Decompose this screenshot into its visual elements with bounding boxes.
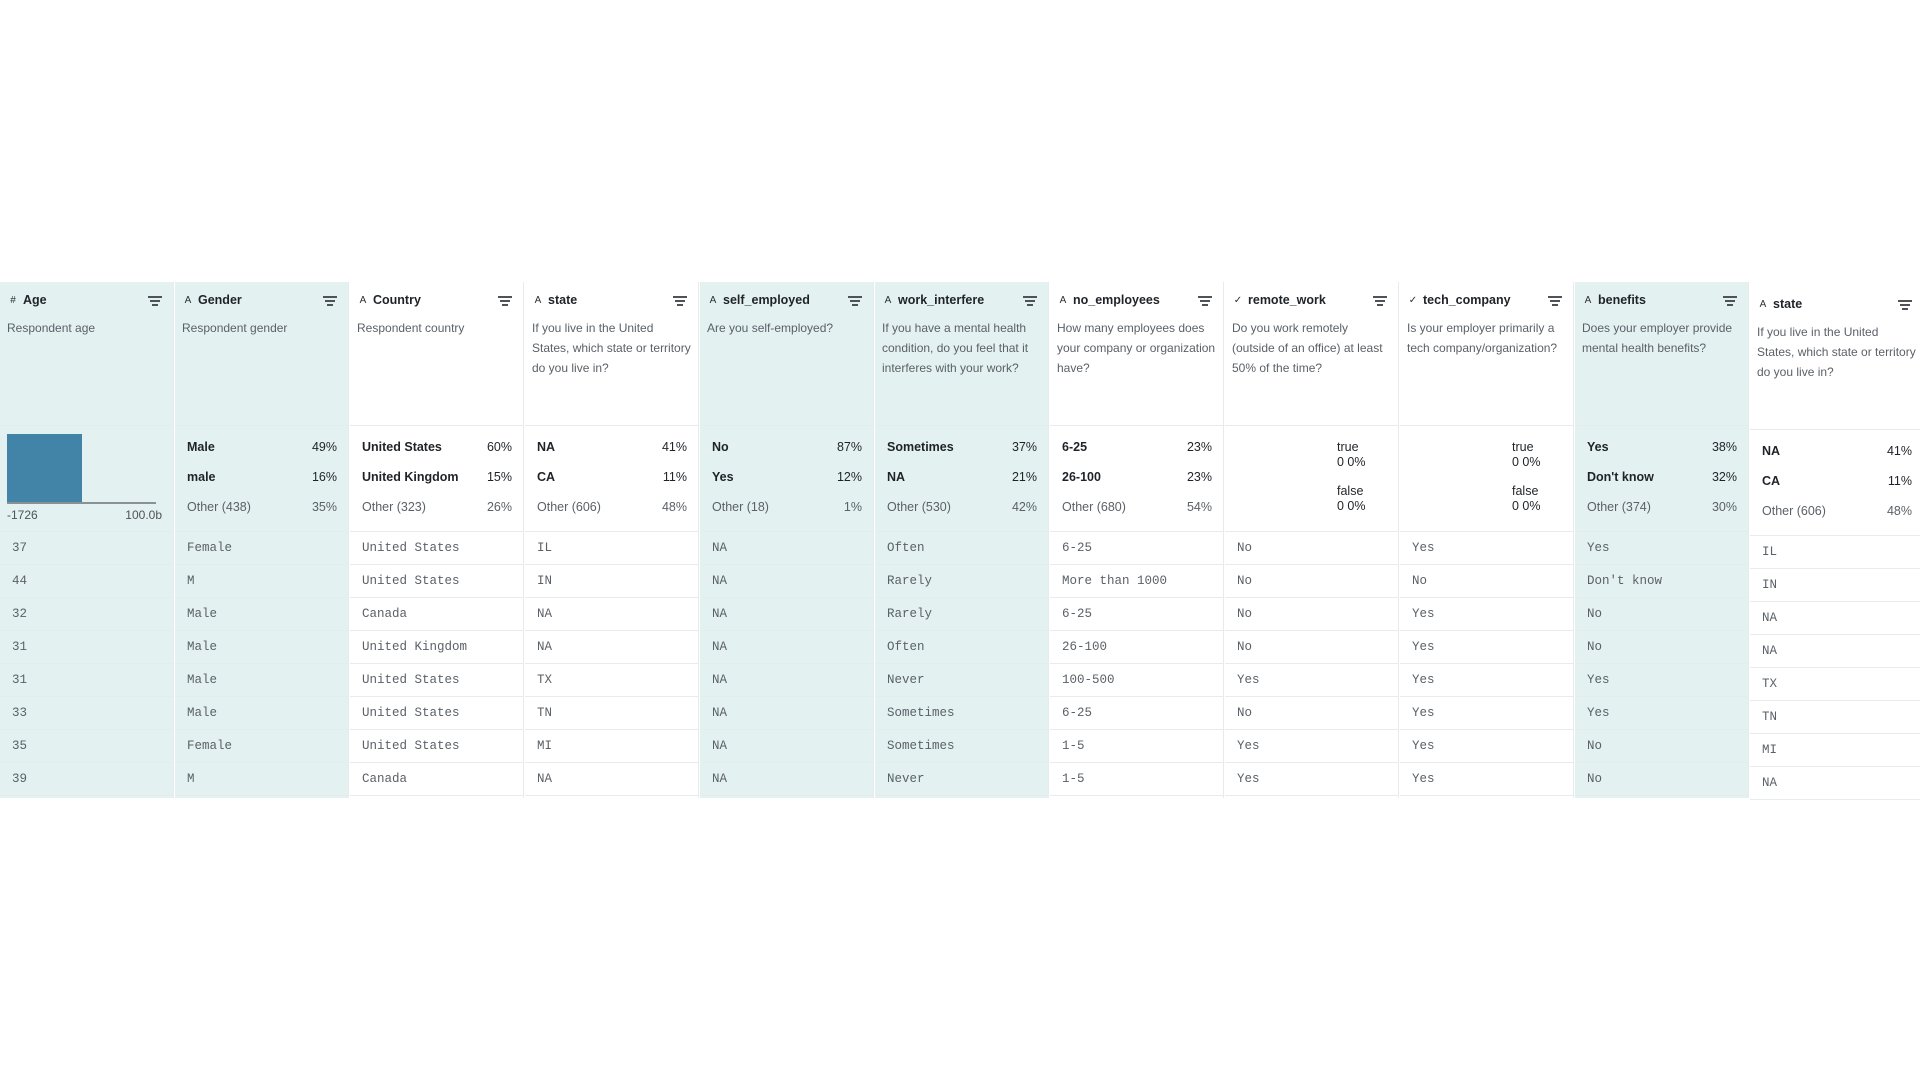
table-cell[interactable]: No xyxy=(1225,565,1399,598)
table-cell[interactable]: Rarely xyxy=(875,598,1049,631)
category-percent: 26% xyxy=(486,500,512,514)
table-cell[interactable]: NA xyxy=(700,697,874,730)
column-summary xyxy=(1575,426,1749,532)
column-self-employed xyxy=(700,282,874,798)
category-label: Other (680) xyxy=(1062,500,1126,514)
table-cell[interactable]: No xyxy=(1575,598,1749,631)
column-header[interactable] xyxy=(1225,282,1399,426)
category-percent: 15% xyxy=(486,470,512,484)
sort-icon[interactable] xyxy=(1546,294,1562,306)
category-row[interactable] xyxy=(362,470,512,486)
category-label: NA xyxy=(887,470,906,484)
category-label: Other (530) xyxy=(887,500,951,514)
table-cell[interactable]: MI xyxy=(1750,734,1920,767)
column-name[interactable]: Age xyxy=(23,293,47,307)
table-cell[interactable]: United States xyxy=(350,697,524,730)
table-cell[interactable]: No xyxy=(1225,598,1399,631)
table-cell[interactable]: NA xyxy=(1750,602,1920,635)
column-name[interactable]: state xyxy=(1773,297,1803,311)
table-cell[interactable]: Yes xyxy=(1400,631,1574,664)
table-cell[interactable]: NA xyxy=(700,730,874,763)
column-name-row xyxy=(882,292,1037,308)
column-description: Respondent age xyxy=(7,321,96,335)
column-header[interactable] xyxy=(350,282,524,426)
table-cell[interactable]: Yes xyxy=(1400,598,1574,631)
category-percent: 48% xyxy=(661,500,687,514)
table-cell[interactable]: No xyxy=(1575,730,1749,763)
table-cell[interactable]: Yes xyxy=(1400,697,1574,730)
category-label: CA xyxy=(1762,474,1781,488)
table-cell[interactable]: 1-5 xyxy=(1050,730,1224,763)
category-label: CA xyxy=(537,470,556,484)
category-percent: 23% xyxy=(1186,440,1212,454)
column-summary xyxy=(1225,426,1399,532)
table-cell[interactable]: IN xyxy=(1750,569,1920,602)
category-percent: 42% xyxy=(1011,500,1037,514)
text-type-icon: A xyxy=(184,294,192,306)
category-label: NA xyxy=(1762,444,1781,458)
category-label: Other (18) xyxy=(712,500,769,514)
table-cell[interactable]: Rarely xyxy=(875,565,1049,598)
text-type-icon: A xyxy=(1759,298,1767,310)
text-type-icon: A xyxy=(359,294,367,306)
category-row[interactable] xyxy=(887,470,1037,486)
category-row[interactable] xyxy=(1587,440,1737,456)
table-cell[interactable]: Yes xyxy=(1400,664,1574,697)
table-cell[interactable]: Never xyxy=(875,763,1049,796)
column-header[interactable] xyxy=(175,282,349,426)
column-header[interactable] xyxy=(700,282,874,426)
table-cell[interactable]: Often xyxy=(875,532,1049,565)
column-description: If you have a mental health condition, do you feel that it interferes with your work? xyxy=(882,321,1029,375)
sort-icon[interactable] xyxy=(671,294,687,306)
table-cell[interactable]: 100-500 xyxy=(1050,664,1224,697)
table-cell[interactable]: 39 xyxy=(0,763,174,796)
column-no-employees xyxy=(1050,282,1224,798)
category-label: Sometimes xyxy=(887,440,954,454)
category-row[interactable] xyxy=(1762,504,1912,520)
boolean-true-label: true xyxy=(1512,440,1534,454)
column-description: Are you self-employed? xyxy=(707,321,834,335)
table-cell[interactable]: United States xyxy=(350,532,524,565)
column-name[interactable]: benefits xyxy=(1598,293,1646,307)
table-cell[interactable]: United States xyxy=(350,730,524,763)
boolean-true-stat xyxy=(1337,440,1366,470)
column-name-row xyxy=(1057,292,1212,308)
table-cell[interactable]: Male xyxy=(175,598,349,631)
table-cell[interactable]: 33 xyxy=(0,697,174,730)
column-name-row xyxy=(1407,292,1562,308)
table-cell[interactable]: More than 1000 xyxy=(1050,565,1224,598)
table-cell[interactable]: Male xyxy=(175,664,349,697)
category-row[interactable] xyxy=(1762,474,1912,490)
category-row[interactable] xyxy=(187,470,337,486)
column-summary xyxy=(875,426,1049,532)
category-label: No xyxy=(712,440,729,454)
category-percent: 38% xyxy=(1711,440,1737,454)
column-work-interfere xyxy=(875,282,1049,798)
table-cell[interactable]: No xyxy=(1575,763,1749,796)
column-summary xyxy=(1400,426,1574,532)
column-summary xyxy=(525,426,699,532)
table-cell[interactable]: NA xyxy=(700,532,874,565)
sort-icon[interactable] xyxy=(1721,294,1737,306)
category-label: Other (374) xyxy=(1587,500,1651,514)
column-benefits xyxy=(1575,282,1749,798)
boolean-false-stat xyxy=(1337,484,1366,514)
table-cell[interactable]: 6-25 xyxy=(1050,697,1224,730)
column-state xyxy=(1750,286,1920,802)
column-tech-company xyxy=(1400,282,1574,798)
table-cell[interactable]: Female xyxy=(175,730,349,763)
boolean-false-label: false xyxy=(1337,484,1364,498)
column-header[interactable] xyxy=(1575,282,1749,426)
table-cell[interactable]: 6-25 xyxy=(1050,598,1224,631)
histogram-bar[interactable] xyxy=(7,434,82,502)
category-row[interactable] xyxy=(1062,440,1212,456)
column-name-row xyxy=(1232,292,1387,308)
histogram-max-label: 100.0b xyxy=(125,508,162,522)
column-Age xyxy=(0,282,174,798)
category-row[interactable] xyxy=(887,440,1037,456)
category-label: Yes xyxy=(1587,440,1609,454)
table-cell[interactable]: Canada xyxy=(350,763,524,796)
column-summary xyxy=(1750,430,1920,536)
category-percent: 11% xyxy=(662,470,687,484)
table-cell[interactable]: United States xyxy=(350,664,524,697)
boolean-false-count: 0 0% xyxy=(1337,499,1366,513)
table-cell[interactable]: M xyxy=(175,565,349,598)
data-table xyxy=(0,282,1920,800)
text-type-icon: A xyxy=(1059,294,1067,306)
column-name-row xyxy=(532,292,687,308)
table-cell[interactable]: IL xyxy=(525,532,699,565)
table-cell[interactable]: Don't know xyxy=(1575,565,1749,598)
category-label: Don't know xyxy=(1587,470,1654,484)
table-cell[interactable]: Yes xyxy=(1400,532,1574,565)
table-cell[interactable]: No xyxy=(1225,631,1399,664)
category-percent: 60% xyxy=(486,440,512,454)
sort-icon[interactable] xyxy=(1896,298,1912,310)
column-state xyxy=(525,282,699,798)
column-description: How many employees does your company or organization have? xyxy=(1057,321,1216,375)
table-cell[interactable]: Female xyxy=(175,532,349,565)
sort-icon[interactable] xyxy=(1196,294,1212,306)
column-description: Is your employer primarily a tech company/organization? xyxy=(1407,321,1558,355)
table-cell[interactable]: TN xyxy=(525,697,699,730)
table-cell[interactable]: NA xyxy=(525,598,699,631)
column-header[interactable] xyxy=(525,282,699,426)
column-Country xyxy=(350,282,524,798)
histogram[interactable] xyxy=(7,434,156,504)
sort-icon[interactable] xyxy=(1021,294,1037,306)
column-header[interactable] xyxy=(1750,286,1920,430)
category-row[interactable] xyxy=(1587,470,1737,486)
boolean-true-count: 0 0% xyxy=(1512,455,1541,469)
column-summary xyxy=(1050,426,1224,532)
category-label: Yes xyxy=(712,470,734,484)
sort-icon[interactable] xyxy=(146,294,162,306)
column-name[interactable]: state xyxy=(548,293,578,307)
table-cell[interactable]: Yes xyxy=(1400,763,1574,796)
sort-icon[interactable] xyxy=(1371,294,1387,306)
text-type-icon: A xyxy=(534,294,542,306)
column-description: Do you work remotely (outside of an office) at least 50% of the time? xyxy=(1232,321,1383,375)
boolean-true-stat xyxy=(1512,440,1541,470)
column-name[interactable]: no_employees xyxy=(1073,293,1160,307)
column-summary xyxy=(350,426,524,532)
table-cell[interactable]: Yes xyxy=(1575,664,1749,697)
table-cell[interactable]: NA xyxy=(700,664,874,697)
category-label: 6-25 xyxy=(1062,440,1088,454)
sort-icon[interactable] xyxy=(846,294,862,306)
column-name[interactable]: Country xyxy=(373,293,421,307)
column-name[interactable]: tech_company xyxy=(1423,293,1511,307)
table-cell[interactable]: Yes xyxy=(1400,730,1574,763)
category-row[interactable] xyxy=(537,500,687,516)
table-cell[interactable]: TX xyxy=(1750,668,1920,701)
sort-icon[interactable] xyxy=(321,294,337,306)
table-cell[interactable]: 31 xyxy=(0,664,174,697)
category-row[interactable] xyxy=(362,440,512,456)
category-label: 26-100 xyxy=(1062,470,1101,484)
category-label: Male xyxy=(187,440,215,454)
table-cell[interactable]: 31 xyxy=(0,631,174,664)
category-percent: 11% xyxy=(1887,474,1912,488)
table-cell[interactable]: 37 xyxy=(0,532,174,565)
table-cell[interactable]: Yes xyxy=(1225,664,1399,697)
column-summary xyxy=(175,426,349,532)
table-cell[interactable]: United Kingdom xyxy=(350,631,524,664)
histogram-axis xyxy=(7,502,156,504)
category-label: Other (323) xyxy=(362,500,426,514)
table-cell[interactable]: NA xyxy=(525,763,699,796)
category-percent: 37% xyxy=(1011,440,1037,454)
category-percent: 41% xyxy=(1886,444,1912,458)
column-name[interactable]: self_employed xyxy=(723,293,810,307)
category-percent: 23% xyxy=(1186,470,1212,484)
category-percent: 35% xyxy=(311,500,337,514)
column-name[interactable]: remote_work xyxy=(1248,293,1326,307)
category-row[interactable] xyxy=(1062,500,1212,516)
table-cell[interactable]: No xyxy=(1225,532,1399,565)
table-cell[interactable]: Sometimes xyxy=(875,730,1049,763)
category-row[interactable] xyxy=(537,440,687,456)
table-cell[interactable]: NA xyxy=(1750,767,1920,800)
table-cell[interactable]: NA xyxy=(700,631,874,664)
category-percent: 16% xyxy=(311,470,337,484)
table-cell[interactable]: Yes xyxy=(1225,730,1399,763)
table-cell[interactable]: 1-5 xyxy=(1050,763,1224,796)
table-cell[interactable]: Male xyxy=(175,697,349,730)
column-description: If you live in the United States, which state or territory do you live in? xyxy=(532,321,691,375)
category-label: Other (606) xyxy=(537,500,601,514)
table-cell[interactable]: NA xyxy=(1750,635,1920,668)
category-label: NA xyxy=(537,440,556,454)
sort-icon[interactable] xyxy=(496,294,512,306)
table-cell[interactable]: Yes xyxy=(1575,697,1749,730)
category-label: male xyxy=(187,470,216,484)
column-description: Respondent country xyxy=(357,321,465,335)
table-cell[interactable]: No xyxy=(1225,697,1399,730)
boolean-type-icon: ✓ xyxy=(1408,294,1418,306)
table-cell[interactable]: No xyxy=(1575,631,1749,664)
category-percent: 41% xyxy=(661,440,687,454)
table-cell[interactable]: TN xyxy=(1750,701,1920,734)
table-cell[interactable]: 32 xyxy=(0,598,174,631)
table-cell[interactable]: Often xyxy=(875,631,1049,664)
column-header[interactable] xyxy=(1400,282,1574,426)
table-cell[interactable]: MI xyxy=(525,730,699,763)
number-type-icon: # xyxy=(10,294,16,306)
category-row[interactable] xyxy=(712,440,862,456)
table-cell[interactable]: No xyxy=(1400,565,1574,598)
table-cell[interactable]: TX xyxy=(525,664,699,697)
category-percent: 54% xyxy=(1186,500,1212,514)
column-name-row xyxy=(7,292,162,308)
column-Gender xyxy=(175,282,349,798)
category-row[interactable] xyxy=(362,500,512,516)
column-name[interactable]: Gender xyxy=(198,293,242,307)
column-name-row xyxy=(182,292,337,308)
column-description: Does your employer provide mental health benefits? xyxy=(1582,321,1733,355)
histogram-min-label: -1726 xyxy=(7,508,38,522)
text-type-icon: A xyxy=(709,294,717,306)
category-percent: 87% xyxy=(836,440,862,454)
table-cell[interactable]: Never xyxy=(875,664,1049,697)
category-row[interactable] xyxy=(187,440,337,456)
boolean-false-count: 0 0% xyxy=(1512,499,1541,513)
text-type-icon: A xyxy=(1584,294,1592,306)
category-row[interactable] xyxy=(537,470,687,486)
column-header[interactable] xyxy=(1050,282,1224,426)
text-type-icon: A xyxy=(884,294,892,306)
column-name-row xyxy=(357,292,512,308)
column-description: If you live in the United States, which state or territory do you live in? xyxy=(1757,325,1916,379)
category-row[interactable] xyxy=(1062,470,1212,486)
column-name-row xyxy=(1582,292,1737,308)
table-cell[interactable]: 35 xyxy=(0,730,174,763)
column-header[interactable] xyxy=(875,282,1049,426)
table-cell[interactable]: IL xyxy=(1750,536,1920,569)
category-percent: 30% xyxy=(1711,500,1737,514)
category-label: Other (438) xyxy=(187,500,251,514)
column-name-row xyxy=(707,292,862,308)
boolean-false-stat xyxy=(1512,484,1541,514)
column-summary xyxy=(700,426,874,532)
table-cell[interactable]: Male xyxy=(175,631,349,664)
table-cell[interactable]: IN xyxy=(525,565,699,598)
table-cell[interactable]: NA xyxy=(700,565,874,598)
category-row[interactable] xyxy=(1762,444,1912,460)
column-header[interactable] xyxy=(0,282,174,426)
category-percent: 1% xyxy=(843,500,862,514)
table-cell[interactable]: NA xyxy=(525,631,699,664)
category-percent: 12% xyxy=(836,470,862,484)
category-label: United Kingdom xyxy=(362,470,459,484)
column-name-row xyxy=(1757,296,1912,312)
category-row[interactable] xyxy=(712,470,862,486)
column-description: Respondent gender xyxy=(182,321,288,335)
table-cell[interactable]: 26-100 xyxy=(1050,631,1224,664)
column-name[interactable]: work_interfere xyxy=(898,293,985,307)
table-cell[interactable]: NA xyxy=(700,763,874,796)
table-cell[interactable]: Canada xyxy=(350,598,524,631)
table-cell[interactable]: NA xyxy=(700,598,874,631)
category-row[interactable] xyxy=(187,500,337,516)
table-cell[interactable]: United States xyxy=(350,565,524,598)
category-percent: 21% xyxy=(1011,470,1037,484)
table-cell[interactable]: 6-25 xyxy=(1050,532,1224,565)
table-cell[interactable]: 44 xyxy=(0,565,174,598)
column-summary xyxy=(0,426,174,532)
table-cell[interactable]: M xyxy=(175,763,349,796)
table-cell[interactable]: Sometimes xyxy=(875,697,1049,730)
boolean-type-icon: ✓ xyxy=(1233,294,1243,306)
column-remote-work xyxy=(1225,282,1399,798)
category-row[interactable] xyxy=(887,500,1037,516)
table-cell[interactable]: Yes xyxy=(1225,763,1399,796)
boolean-true-label: true xyxy=(1337,440,1359,454)
category-label: United States xyxy=(362,440,442,454)
category-label: Other (606) xyxy=(1762,504,1826,518)
category-row[interactable] xyxy=(1587,500,1737,516)
category-percent: 48% xyxy=(1886,504,1912,518)
table-cell[interactable]: Yes xyxy=(1575,532,1749,565)
category-percent: 32% xyxy=(1711,470,1737,484)
category-row[interactable] xyxy=(712,500,862,516)
boolean-false-label: false xyxy=(1512,484,1539,498)
boolean-true-count: 0 0% xyxy=(1337,455,1366,469)
category-percent: 49% xyxy=(311,440,337,454)
